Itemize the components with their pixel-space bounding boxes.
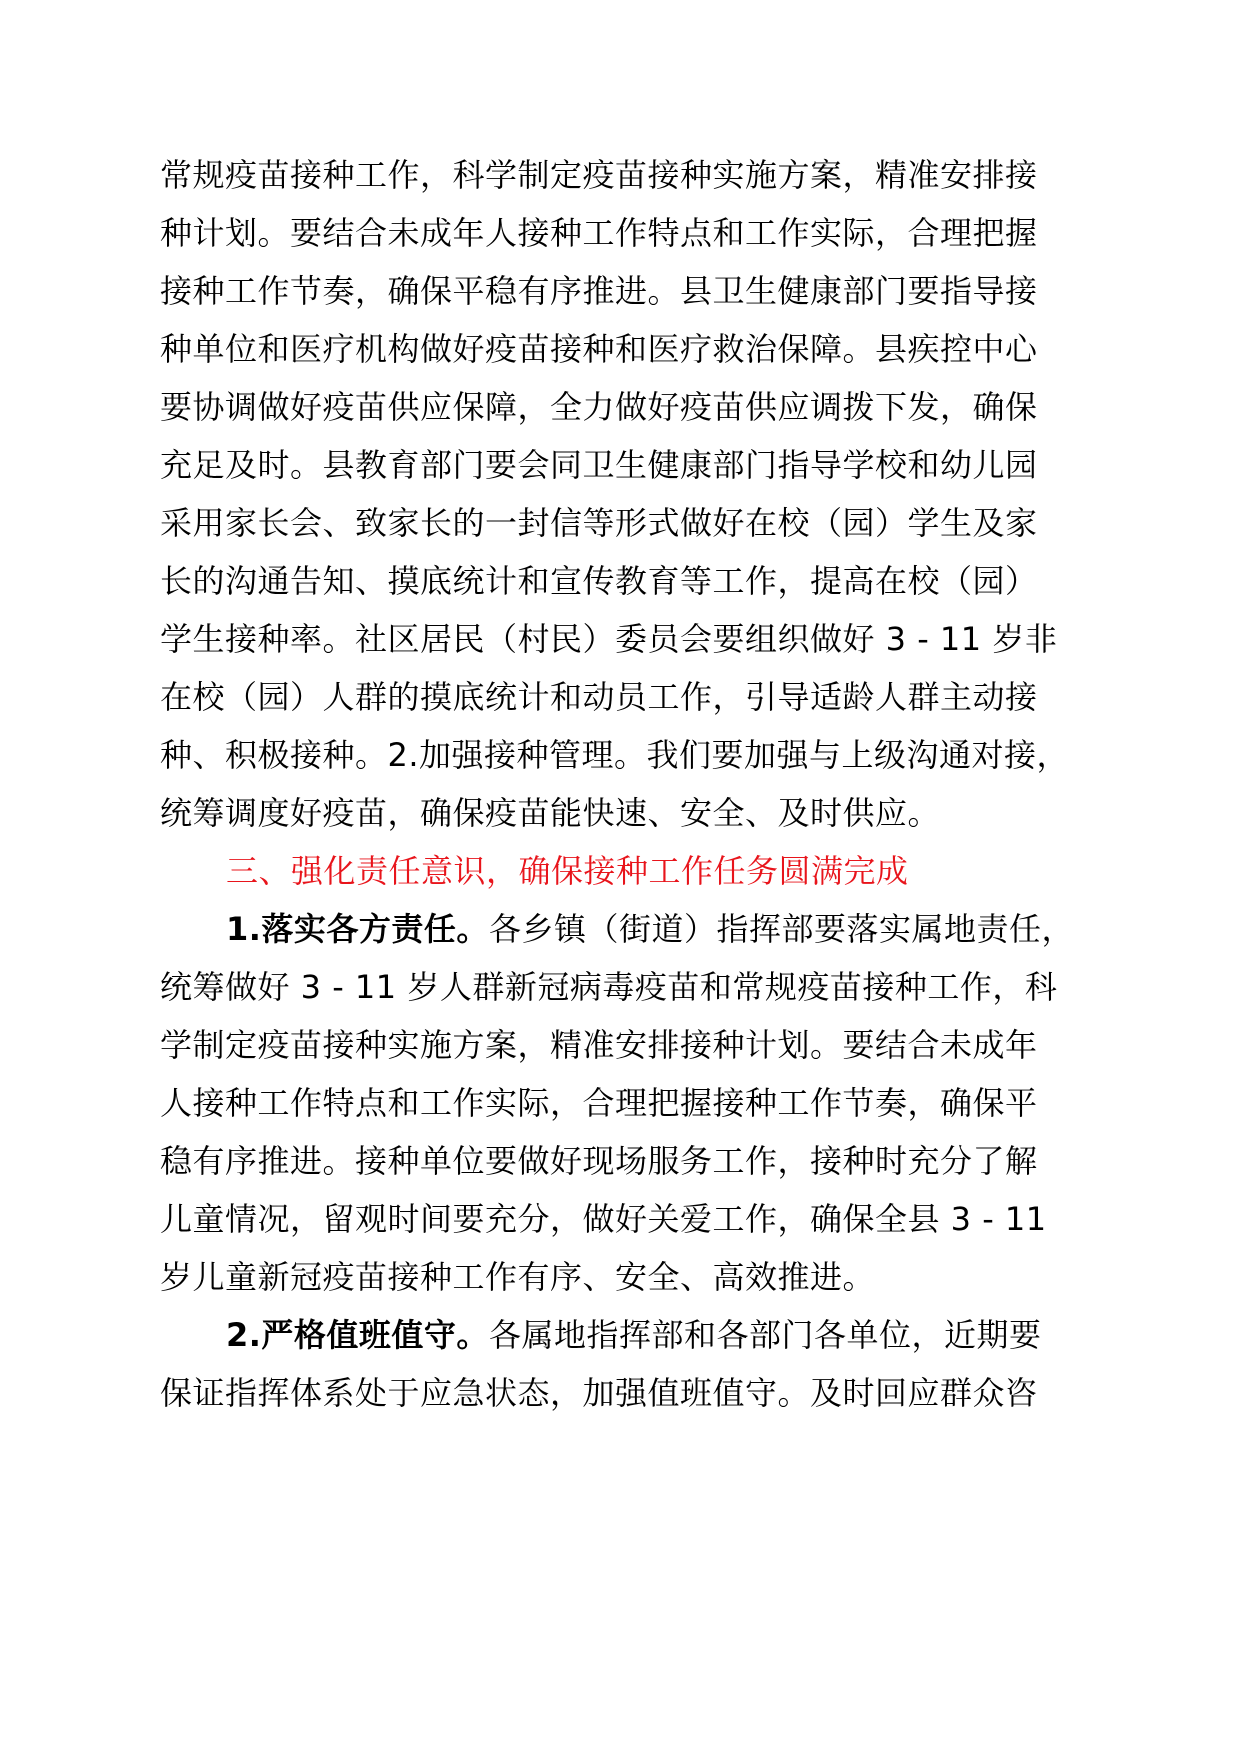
paragraph-line: 学制定疫苗接种实施方案，精准安排接种计划。要结合未成年 xyxy=(160,1026,1038,1064)
section-heading: 三、强化责任意识，确保接种工作任务圆满完成 xyxy=(226,852,909,890)
paragraph-line: 在校（园）人群的摸底统计和动员工作，引导适龄人群主动接 xyxy=(160,678,1038,716)
item1-first-line-text: 各乡镇（街道）指挥部要落实属地责任， xyxy=(488,910,1074,948)
paragraph-line: 统筹做好 3 - 11 岁人群新冠病毒疫苗和常规疫苗接种工作，科 xyxy=(160,968,1058,1006)
paragraph-line: 儿童情况，留观时间要充分，做好关爱工作，确保全县 3 - 11 xyxy=(160,1200,1047,1238)
paragraph-line: 种、积极接种。2.加强接种管理。我们要加强与上级沟通对接， xyxy=(160,736,1070,774)
item1-title: 1.落实各方责任。 xyxy=(226,910,489,948)
paragraph-line: 种单位和医疗机构做好疫苗接种和医疗救治保障。县疾控中心 xyxy=(160,330,1038,368)
paragraph-line: 人接种工作特点和工作实际，合理把握接种工作节奏，确保平 xyxy=(160,1084,1038,1122)
item2-title: 2.严格值班值守。 xyxy=(226,1316,489,1354)
paragraph-line: 采用家长会、致家长的一封信等形式做好在校（园）学生及家 xyxy=(160,504,1038,542)
paragraph-line: 种计划。要结合未成年人接种工作特点和工作实际，合理把握 xyxy=(160,214,1038,252)
item2-first-line xyxy=(226,1315,1041,1355)
paragraph-line: 岁儿童新冠疫苗接种工作有序、安全、高效推进。 xyxy=(160,1258,876,1296)
item2-first-line-text: 各属地指挥部和各部门各单位，近期要 xyxy=(488,1316,1042,1354)
item1-first-line xyxy=(226,909,1074,949)
paragraph-line: 学生接种率。社区居民（村民）委员会要组织做好 3 - 11 岁非 xyxy=(160,620,1058,658)
paragraph-line: 接种工作节奏，确保平稳有序推进。县卫生健康部门要指导接 xyxy=(160,272,1038,310)
paragraph-line: 稳有序推进。接种单位要做好现场服务工作，接种时充分了解 xyxy=(160,1142,1038,1180)
paragraph-line: 统筹调度好疫苗，确保疫苗能快速、安全、及时供应。 xyxy=(160,794,941,832)
paragraph-line: 要协调做好疫苗供应保障，全力做好疫苗供应调拨下发，确保 xyxy=(160,388,1038,426)
paragraph-line: 长的沟通告知、摸底统计和宣传教育等工作，提高在校（园） xyxy=(160,562,1038,600)
paragraph-line: 常规疫苗接种工作，科学制定疫苗接种实施方案，精准安排接 xyxy=(160,156,1038,194)
paragraph-line: 充足及时。县教育部门要会同卫生健康部门指导学校和幼儿园 xyxy=(160,446,1038,484)
paragraph-line: 保证指挥体系处于应急状态，加强值班值守。及时回应群众咨 xyxy=(160,1374,1038,1412)
